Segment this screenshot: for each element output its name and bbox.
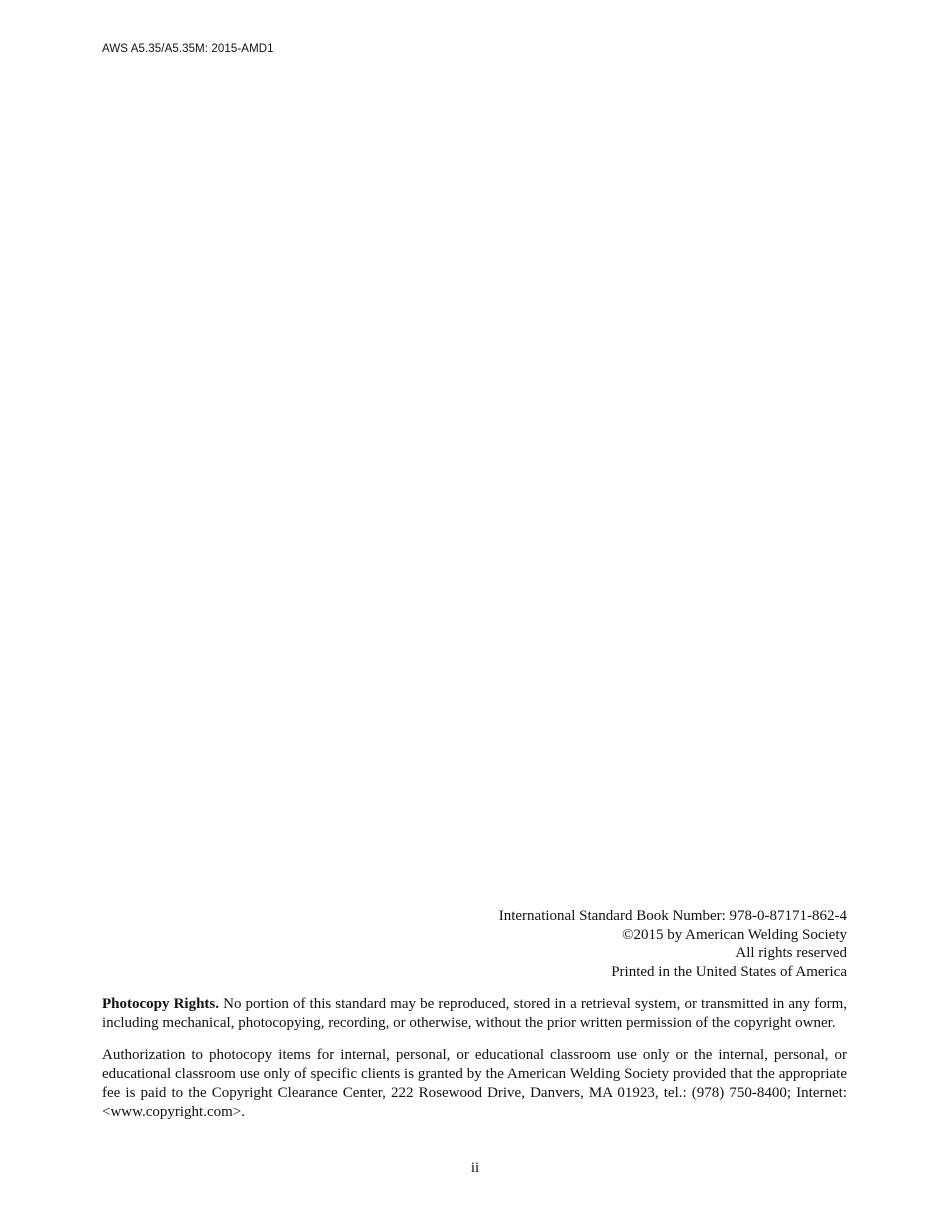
photocopy-rights-paragraph [102, 995, 847, 1033]
copyright-line: ©2015 by American Welding Society [622, 926, 847, 943]
photocopy-rights-heading: Photocopy Rights. [102, 996, 220, 1012]
imprint-block [499, 907, 847, 981]
running-header: AWS A5.35/A5.35M: 2015-AMD1 [102, 43, 274, 55]
isbn-line: International Standard Book Number: 978-0-87171-862-4 [498, 908, 847, 924]
printed-in-line: Printed in the United States of America [611, 963, 847, 980]
page-number: ii [470, 1160, 480, 1176]
rights-reserved-line: All rights reserved [735, 945, 847, 962]
authorization-paragraph: Authorization to photocopy items for internal, personal, or educational classroom use only or the internal, personal, or educational classroom use only of specific clients is granted by the American Welding Society provided that the appropriate fee is paid to the Copyright Clearance Center, 222 Rosewood Drive, Danvers, MA 01923, tel.: (978) 750-8400; Internet: <www.copyright.com>. [102, 1047, 847, 1120]
photocopy-rights-text: No portion of this standard may be reproduced, stored in a retrieval system, or transmitted in any form, including mechanical, photocopying, recording, or otherwise, without the prior written permission of the copyright owner. [102, 996, 847, 1031]
